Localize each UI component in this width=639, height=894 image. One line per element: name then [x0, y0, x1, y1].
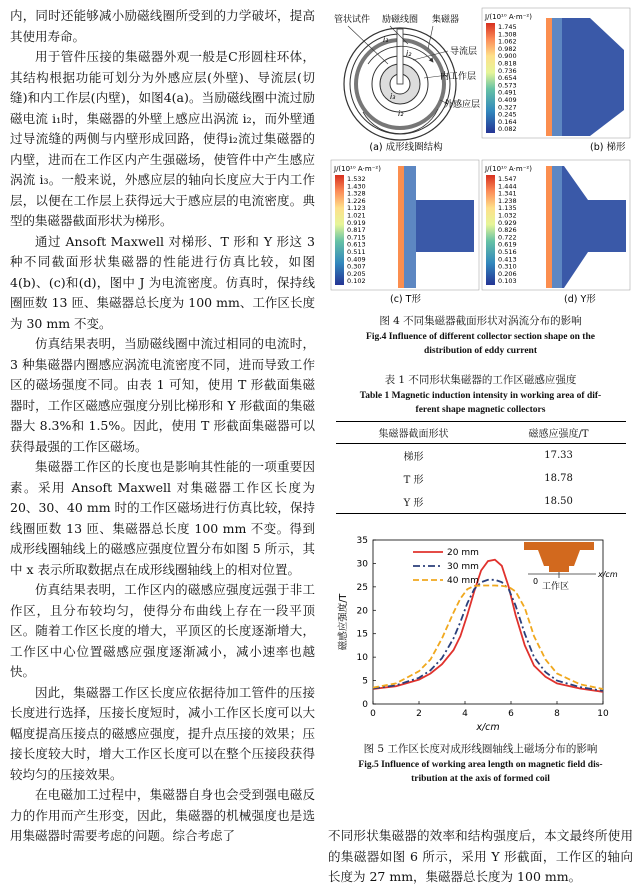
table-cell: Y 形 [336, 490, 492, 514]
series-line-30mm [373, 580, 603, 691]
paragraph-6: 因此，集磁器工作区长度应依据待加工管件的压接长度进行选择，压接长度短时，减小工作区长度可以大幅度提高压接点的磁感应强度，提升点压接的效果；压接长度较大时，增大工作区长度可以在整个压接段获得较均匀的压接效果。 [10, 684, 315, 782]
table-row [336, 444, 626, 468]
colorbar-tick-label: 0.619 [498, 240, 517, 249]
legend-label: 40 mm [447, 576, 479, 586]
colorbar-tick-label: 0.736 [498, 66, 517, 75]
colorbar-tick-label: 0.613 [347, 240, 366, 249]
colorbar-tick-label: 1.430 [347, 182, 366, 191]
colorbar-tick-label: 1.123 [347, 204, 366, 213]
colorbar-tick-label: 1.547 [498, 175, 517, 183]
table-row [336, 490, 626, 514]
label-inner: 内工作层 [440, 72, 477, 82]
paragraph-5: 仿真结果表明，工作区内的磁感应强度远强于非工作区，且分布较均匀，使得分布曲线上存在一段平顶区。随着工作区长度的增大，平顶区的长度逐渐增大，工作区中心位置磁感应强度逐渐减小，减小速率也越快。 [10, 582, 315, 679]
label-guide: 导流层 [450, 47, 478, 57]
paragraph-0: 内，同时还能够减小励磁线圈所受到的力学破坏，提高其使用寿命。 [10, 8, 315, 44]
colorbar-tick-label: 0.413 [498, 255, 517, 264]
paragraph-1: 用于管件压接的集磁器外观一般是C形圆柱环体，其结构根据功能可划分为外感应层(外壁)、导流层(切缝)和内工作层(内壁)，如图4(a)。当励磁线圈中流过励磁电流 i₁时，集磁器的外壁上感应出涡流 i₂，而外壁通过导流缝的两侧与内壁形成回路，使得i₂流过集磁器的内壁，进而在工作区内产生强磁场，使管件中产生感应涡流 i₃。一般来说，外感应层的轴向长度应大于内工作层，以便在工作层上获得远大于感应层的电流密度。典型的集磁器截面形状为梯形。 [10, 49, 315, 228]
colorbar-tick-label: 1.444 [498, 182, 517, 191]
colorbar-tick-label: 0.491 [498, 88, 517, 97]
table1-caption-cn: 表 1 不同形状集磁器的工作区磁感应强度 [384, 374, 577, 386]
j-unit-d: J/(10¹⁰ A·m⁻²) [485, 165, 532, 173]
colorbar-tick-label: 0.102 [347, 277, 366, 286]
panel-c-t-shape [331, 160, 479, 305]
paragraph-3: 仿真结果表明，当励磁线圈中流过相同的电流时，3 种集磁器内圈感应涡流电流密度不同，进而导致工作区的磁场强度不同。由表 1 可知，使用 T 形截面集磁器时，工作区磁感应强度分别比梯形和 Y 形截面的集磁器大 8.3%和 1.5%。因此，使用 T 形截面集磁器可以获得最强的工作区磁场。 [10, 336, 315, 454]
colorbar-tick-label: 0.573 [498, 81, 517, 90]
right-column [328, 4, 633, 786]
colorbar-tick-label: 0.206 [498, 269, 517, 278]
inset-label: 工作区 [542, 582, 570, 592]
y-tick-label: 20 [356, 606, 368, 617]
colorbar-tick-label: 0.205 [347, 269, 366, 278]
label-i2-top: i₂ [406, 49, 412, 58]
sub-caption-c: (c) T形 [390, 294, 421, 305]
j-unit-c: J/(10¹⁰ A·m⁻²) [334, 165, 381, 173]
figure-5 [328, 532, 633, 737]
paragraph-right: 不同形状集磁器的效率和结构强度后，本文最终所使用的集磁器如图 6 所示，采用 Y 形截面，工作区的轴向长度为 27 mm，集磁器总长度为 100 mm。 [328, 828, 633, 884]
y-axis-label: 磁感应强度/T [338, 593, 349, 651]
colorbar-tick-label: 1.745 [498, 23, 517, 31]
colorbar-tick-label: 0.919 [347, 218, 366, 227]
colorbar-tick-label: 0.082 [498, 125, 517, 134]
fig4-caption-en-1: Fig.4 Influence of different collector section shape on the [366, 332, 595, 342]
table-header-intensity: 磁感应强度/T [492, 422, 626, 444]
sub-caption-d: (d) Y形 [564, 294, 596, 305]
colorbar-tick-label: 0.715 [347, 233, 366, 242]
paragraph-7: 在电磁加工过程中，集磁器自身也会受到强电磁反力的作用而产生形变，因此，集磁器的机械强度也是选用集磁器时需要考虑的问题。综合考虑了 [10, 787, 315, 843]
colorbar-tick-label: 0.900 [498, 52, 517, 61]
right-bottom-text [328, 826, 633, 888]
label-coil: 励磁线圈 [382, 15, 419, 25]
y-tick-label: 25 [356, 582, 368, 593]
table-header-shape: 集磁器截面形状 [336, 422, 492, 444]
label-outer: 外感应层 [444, 100, 481, 110]
colorbar-tick-label: 1.328 [347, 189, 366, 198]
colorbar-tick-label: 0.516 [498, 248, 517, 256]
colorbar-tick-label: 1.532 [347, 175, 366, 183]
x-tick-label: 2 [416, 709, 422, 719]
y-tick-label: 35 [356, 536, 368, 546]
table-cell: T 形 [403, 475, 424, 486]
panel-d-y-shape [482, 160, 630, 305]
x-tick-label: 10 [597, 709, 609, 719]
y-tick-label: 0 [362, 700, 368, 710]
colorbar-tick-label: 0.164 [498, 117, 517, 126]
sub-caption-b: (b) 梯形 [590, 142, 626, 153]
colorbar-tick-label: 0.982 [498, 44, 517, 53]
table-1 [336, 421, 626, 514]
label-tube: 管状试件 [334, 15, 371, 25]
label-i2-bottom: i₂ [398, 109, 404, 118]
x-axis-label: x/cm [476, 722, 500, 733]
colorbar-tick-label: 0.307 [347, 262, 366, 271]
figure-5-chart [328, 532, 633, 737]
inset-x-label: x/cm [598, 570, 618, 579]
x-tick-label: 0 [370, 709, 376, 719]
left-column [10, 6, 315, 847]
table-cell: 18.78 [544, 473, 573, 484]
colorbar-tick-label: 0.929 [498, 218, 517, 227]
colorbar-tick-label: 1.308 [498, 30, 517, 39]
colorbar-tick-label: 1.032 [498, 211, 517, 220]
fig5-caption-en-2: tribution at the axis of formed coil [411, 774, 550, 784]
colorbar-tick-label: 0.654 [498, 74, 517, 83]
coil-structure-diagram [344, 26, 456, 140]
colorbar-tick-label: 0.409 [498, 96, 517, 104]
j-unit-b: J/(10¹⁰ A·m⁻²) [485, 13, 532, 21]
colorbar-tick-label: 0.817 [347, 226, 366, 235]
fig5-caption-en-1: Fig.5 Influence of working area length on magnetic field dis- [358, 760, 603, 770]
table-cell: 17.33 [544, 450, 573, 461]
fig4-caption-en-2: distribution of eddy current [423, 346, 538, 356]
colorbar-tick-label: 1.135 [498, 204, 517, 213]
paragraph-2: 通过 Ansoft Maxwell 对梯形、T 形和 Y 形这 3 种不同截面形状集磁器的性能进行仿真比较，如图4(b)、(c)和(d)，图中 J 为电流密度。仿真时，保持线圈匝数 13 匝、集磁器总长度为 100 mm、工作区长度为 30 mm 不变。 [10, 233, 315, 331]
table-cell: 18.50 [492, 490, 626, 514]
colorbar-tick-label: 0.103 [498, 277, 517, 286]
scale-d [498, 175, 517, 285]
table-cell: 梯形 [403, 452, 424, 463]
colorbar-tick-label: 1.238 [498, 196, 517, 205]
colorbar-d [486, 175, 495, 285]
legend-label: 20 mm [447, 548, 479, 558]
label-i3: i₃ [390, 92, 396, 101]
inset-diagram [524, 542, 618, 592]
colorbar-tick-label: 0.826 [498, 226, 517, 235]
y-tick-label: 5 [362, 676, 368, 687]
fig5-caption-cn: 图 5 工作区长度对成形线圈轴线上磁场分布的影响 [363, 743, 598, 755]
y-tick-label: 30 [356, 559, 368, 570]
label-collector: 集磁器 [432, 15, 460, 25]
legend-label: 30 mm [447, 562, 479, 572]
colorbar-tick-label: 0.511 [347, 248, 366, 256]
colorbar-tick-label: 0.327 [498, 103, 517, 112]
colorbar-tick-label: 1.226 [347, 196, 366, 205]
y-tick-label: 15 [356, 629, 368, 640]
colorbar-tick-label: 1.021 [347, 211, 366, 220]
panel-b-trapezoid [482, 8, 630, 153]
table-row [336, 467, 626, 490]
x-tick-label: 6 [508, 709, 514, 719]
inset-zero: 0 [533, 577, 539, 586]
colorbar-b [486, 23, 495, 133]
paragraph-4: 集磁器工作区的长度也是影响其性能的一项重要因素。采用 Ansoft Maxwell 对集磁器工作区长度为 20、30、40 mm 时的工作区磁场进行仿真比较，保持线圈匝数 13 匝、集磁器总长度 100 mm 不变。得到成形线圈轴线上的磁感应强度位置分布如图 5 所示，其中 x 表示所取数据点在成形线圈轴线上的相对位置。 [10, 459, 315, 577]
scale-c [347, 175, 366, 285]
table1-caption-en-2: ferent shape magnetic collectors [415, 405, 546, 415]
colorbar-tick-label: 0.310 [498, 262, 517, 271]
colorbar-tick-label: 0.245 [498, 110, 517, 119]
colorbar-tick-label: 1.341 [498, 189, 517, 198]
figure-4 [328, 4, 633, 309]
fig4-caption-cn: 图 4 不同集磁器截面形状对涡流分布的影响 [379, 315, 582, 327]
x-tick-label: 8 [554, 709, 560, 719]
colorbar-tick-label: 0.409 [347, 255, 366, 264]
colorbar-tick-label: 0.818 [498, 59, 517, 68]
sub-caption-a: (a) 成形线圈结构 [369, 142, 443, 153]
series-line-40mm [373, 586, 603, 690]
figure-4-svg [328, 4, 633, 309]
y-tick-label: 10 [356, 653, 368, 664]
colorbar-tick-label: 0.722 [498, 233, 517, 242]
scale-b [498, 23, 517, 133]
table1-caption-en-1: Table 1 Magnetic induction intensity in working area of dif- [359, 391, 602, 401]
colorbar-tick-label: 1.062 [498, 37, 517, 46]
colorbar-c [335, 175, 344, 285]
label-i1: i₁ [383, 35, 389, 44]
x-tick-label: 4 [462, 709, 468, 719]
